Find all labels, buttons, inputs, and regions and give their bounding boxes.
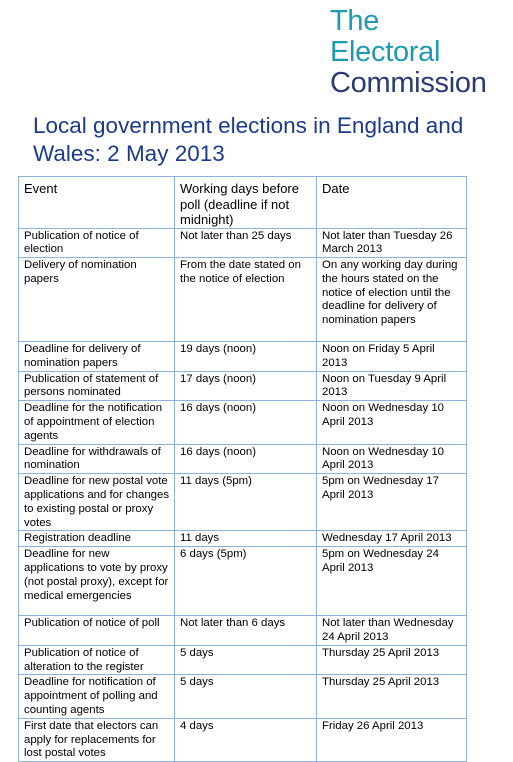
cell-event: Publication of notice of poll [19,616,175,646]
cell-date: Not later than Tuesday 26 March 2013 [317,228,467,258]
cell-event: Deadline for new applications to vote by proxy (not postal proxy), except for medical emergencies [19,547,175,616]
table-row [19,258,467,342]
header-working-days: Working days before poll (deadline if not midnight) [175,177,317,229]
cell-working-days: 11 days [175,531,317,547]
cell-date: Noon on Friday 5 April 2013 [317,342,467,372]
header-event: Event [19,177,175,229]
cell-date: Friday 26 April 2013 [317,718,467,761]
cell-working-days: 19 days (noon) [175,342,317,372]
table-row [19,616,467,646]
table-row [19,645,467,675]
table-row [19,531,467,547]
cell-working-days: 6 days (5pm) [175,547,317,616]
logo-line-3: Commission [330,67,487,99]
cell-event: Deadline for notification of appointment of polling and counting agents [19,675,175,718]
cell-working-days: Not later than 6 days [175,616,317,646]
cell-date: 5pm on Wednesday 24 April 2013 [317,547,467,616]
cell-date: 5pm on Wednesday 17 April 2013 [317,474,467,531]
cell-event: First date that electors can apply for replacements for lost postal votes [19,718,175,761]
cell-event: Deadline for withdrawals of nomination [19,444,175,474]
cell-date: Thursday 25 April 2013 [317,645,467,675]
cell-working-days: 11 days (5pm) [175,474,317,531]
table-row [19,474,467,531]
cell-working-days: 17 days (noon) [175,371,317,401]
cell-event: Publication of notice of alteration to the register [19,645,175,675]
cell-date: Noon on Wednesday 10 April 2013 [317,444,467,474]
cell-date: Noon on Wednesday 10 April 2013 [317,401,467,444]
cell-date: On any working day during the hours stated on the notice of election until the deadline for delivery of nomination papers [317,258,467,342]
cell-working-days: From the date stated on the notice of election [175,258,317,342]
cell-working-days: 16 days (noon) [175,444,317,474]
table-row [19,444,467,474]
table-row [19,547,467,616]
cell-event: Publication of notice of election [19,228,175,258]
electoral-commission-logo [330,6,487,99]
logo-line-1: The [330,5,380,37]
cell-event: Deadline for new postal vote applications and for changes to existing postal or proxy votes [19,474,175,531]
election-timetable [18,176,467,762]
page-title: Local government elections in England and Wales: 2 May 2013 [33,113,464,166]
cell-event: Registration deadline [19,531,175,547]
table-row [19,228,467,258]
cell-event: Delivery of nomination papers [19,258,175,342]
cell-working-days: 16 days (noon) [175,401,317,444]
cell-event: Deadline for the notification of appointment of election agents [19,401,175,444]
cell-event: Deadline for delivery of nomination papers [19,342,175,372]
cell-working-days: 5 days [175,645,317,675]
cell-working-days: 4 days [175,718,317,761]
table-row [19,371,467,401]
table-row [19,401,467,444]
logo-line-2: Electoral [330,36,441,68]
cell-date: Not later than Wednesday 24 April 2013 [317,616,467,646]
cell-event: Publication of statement of persons nominated [19,371,175,401]
table-row [19,342,467,372]
header-date: Date [317,177,467,229]
table-header-row [19,177,467,229]
cell-date: Noon on Tuesday 9 April 2013 [317,371,467,401]
cell-working-days: 5 days [175,675,317,718]
cell-date: Thursday 25 April 2013 [317,675,467,718]
table-row [19,675,467,718]
table-row [19,718,467,761]
cell-date: Wednesday 17 April 2013 [317,531,467,547]
cell-working-days: Not later than 25 days [175,228,317,258]
